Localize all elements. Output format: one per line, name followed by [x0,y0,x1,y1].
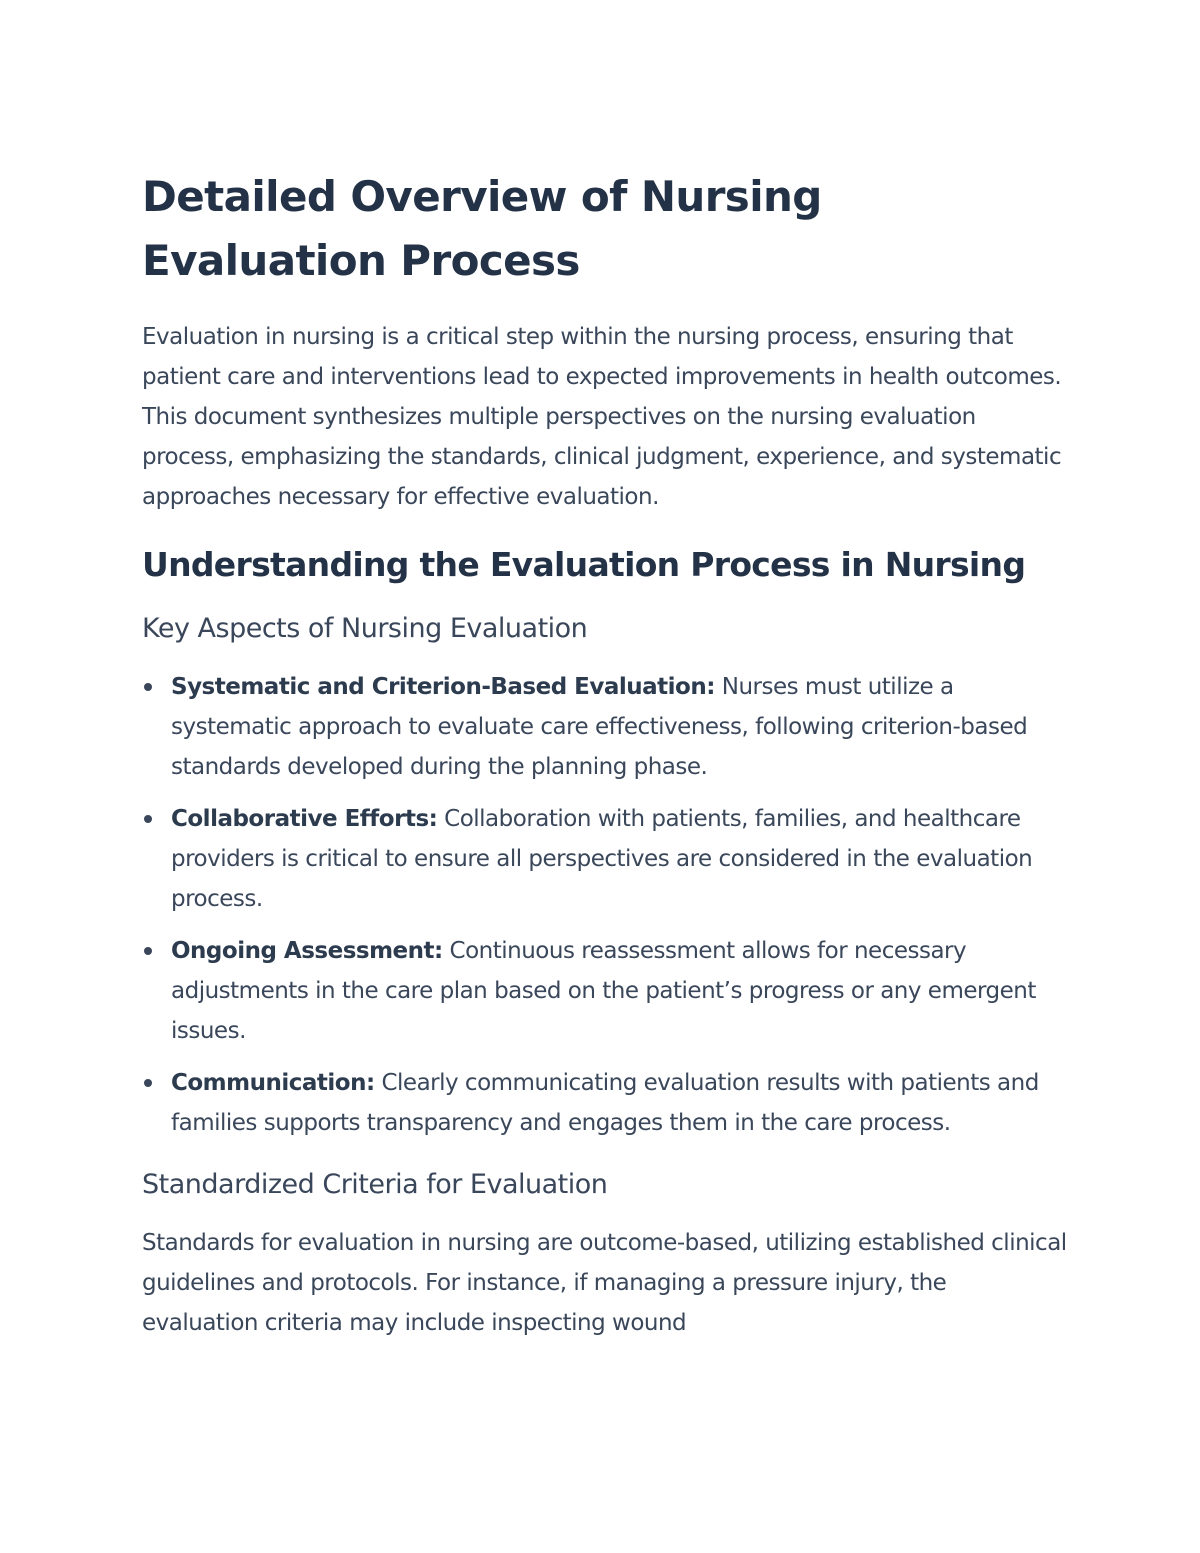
list-item [142,667,1067,787]
bullet-icon [144,683,152,691]
bullet-term: Communication: [171,1070,375,1096]
document-title: Detailed Overview of Nursing Evaluation Process [142,172,822,285]
bullet-term: Systematic and Criterion-Based Evaluation: [171,674,715,700]
intro-paragraph: Evaluation in nursing is a critical step within the nursing process, ensuring that patient care and interventions lead to expected improvements in health outcomes. This document synthesizes multiple perspectives on the nursing evaluation process, emphasizing the standards, clinical judgment, experience, and systematic approaches necessary for effective evaluation. [142,324,1062,510]
list-item [142,1063,1067,1143]
document-page [142,165,1067,1343]
bullet-text: Collaboration with patients, families, and healthcare providers is critical to ensure all perspectives are considered in the evaluation process. [171,806,1033,912]
standardized-criteria-paragraph: Standards for evaluation in nursing are outcome-based, utilizing established clinical guidelines and protocols. For instance, if managing a pressure injury, the evaluation criteria may include inspecting wound [142,1230,1067,1336]
bullet-term: Collaborative Efforts: [171,806,438,832]
bullet-icon [144,815,152,823]
subsection-heading-key-aspects: Key Aspects of Nursing Evaluation [142,613,588,644]
bullet-term: Ongoing Assessment: [171,938,443,964]
bullet-icon [144,1079,152,1087]
section-heading: Understanding the Evaluation Process in Nursing [142,545,1026,584]
bullet-text: Nurses must utilize a systematic approach to evaluate care effectiveness, following criterion-based standards developed during the planning phase. [171,674,1028,780]
subsection-heading-standardized-criteria: Standardized Criteria for Evaluation [142,1169,608,1200]
list-item [142,931,1067,1051]
key-aspects-list [142,667,1067,1143]
bullet-text: Clearly communicating evaluation results with patients and families supports transparency and engages them in the care process. [171,1070,1039,1136]
bullet-text: Continuous reassessment allows for necessary adjustments in the care plan based on the patient’s progress or any emergent issues. [171,938,1036,1044]
list-item [142,799,1067,919]
bullet-icon [144,947,152,955]
